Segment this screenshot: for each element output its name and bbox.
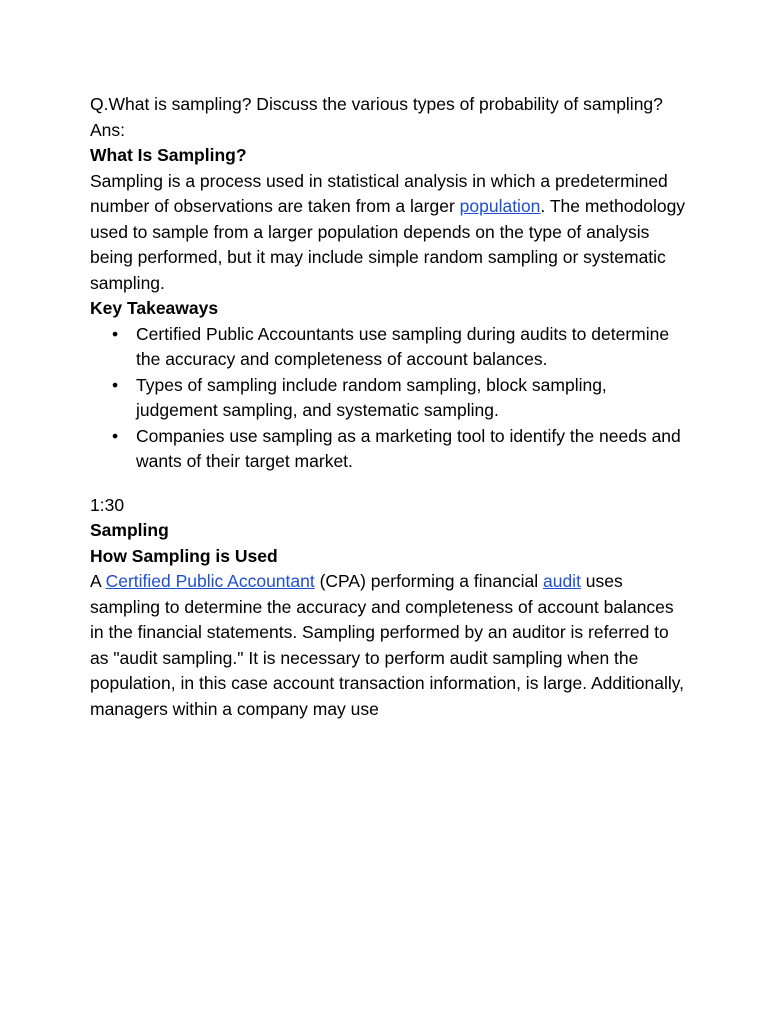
how-sampling-paragraph bbox=[90, 569, 690, 722]
paragraph-text: . The methodology used to sample from a larger population depends on the type of analysis being performed, but it may include simple random sampling or systematic sampling. bbox=[90, 196, 686, 293]
list-item bbox=[112, 322, 690, 373]
key-takeaways-list bbox=[90, 322, 690, 475]
document-page bbox=[90, 92, 690, 722]
question-text: Q.What is sampling? Discuss the various types of probability of sampling? bbox=[90, 94, 663, 114]
video-duration: 1:30 bbox=[90, 494, 125, 515]
list-item-text: Certified Public Accountants use sampling during audits to determine the accuracy and completeness of account balances. bbox=[136, 323, 670, 369]
certified-public-accountant-link[interactable]: Certified Public Accountant bbox=[105, 571, 315, 591]
sampling-definition-paragraph bbox=[90, 169, 690, 297]
section-heading-what-is-sampling: What Is Sampling? bbox=[90, 145, 247, 165]
section-heading-how-sampling-is-used: How Sampling is Used bbox=[90, 545, 278, 566]
video-title: Sampling bbox=[90, 520, 169, 540]
list-item bbox=[112, 424, 690, 475]
answer-label: Ans: bbox=[90, 119, 126, 140]
population-link[interactable]: population bbox=[459, 196, 541, 216]
audit-link[interactable]: audit bbox=[542, 571, 581, 591]
list-item-text: Companies use sampling as a marketing tool to identify the needs and wants of their target market. bbox=[136, 425, 681, 471]
paragraph-text: uses sampling to determine the accuracy and completeness of account balances in the financial statements. Sampling performed by an auditor is referred to as "audit sampling." It is necessary to perform audit sampling when the population, in this case account transaction information, is large. Additionally, managers within a company may use bbox=[90, 571, 685, 719]
bullet-icon: • bbox=[112, 323, 119, 344]
paragraph-text: A bbox=[90, 571, 106, 591]
key-takeaways-heading: Key Takeaways bbox=[90, 298, 219, 318]
paragraph-text: Sampling is a process used in statistical analysis in which a predetermined number of observations are taken from a larger bbox=[90, 170, 668, 216]
list-item bbox=[112, 373, 690, 424]
paragraph-text: (CPA) performing a financial bbox=[314, 571, 543, 591]
list-item-text: Types of sampling include random sampling, block sampling, judgement sampling, and systematic sampling. bbox=[136, 374, 607, 420]
bullet-icon: • bbox=[112, 374, 119, 395]
bullet-icon: • bbox=[112, 425, 119, 446]
